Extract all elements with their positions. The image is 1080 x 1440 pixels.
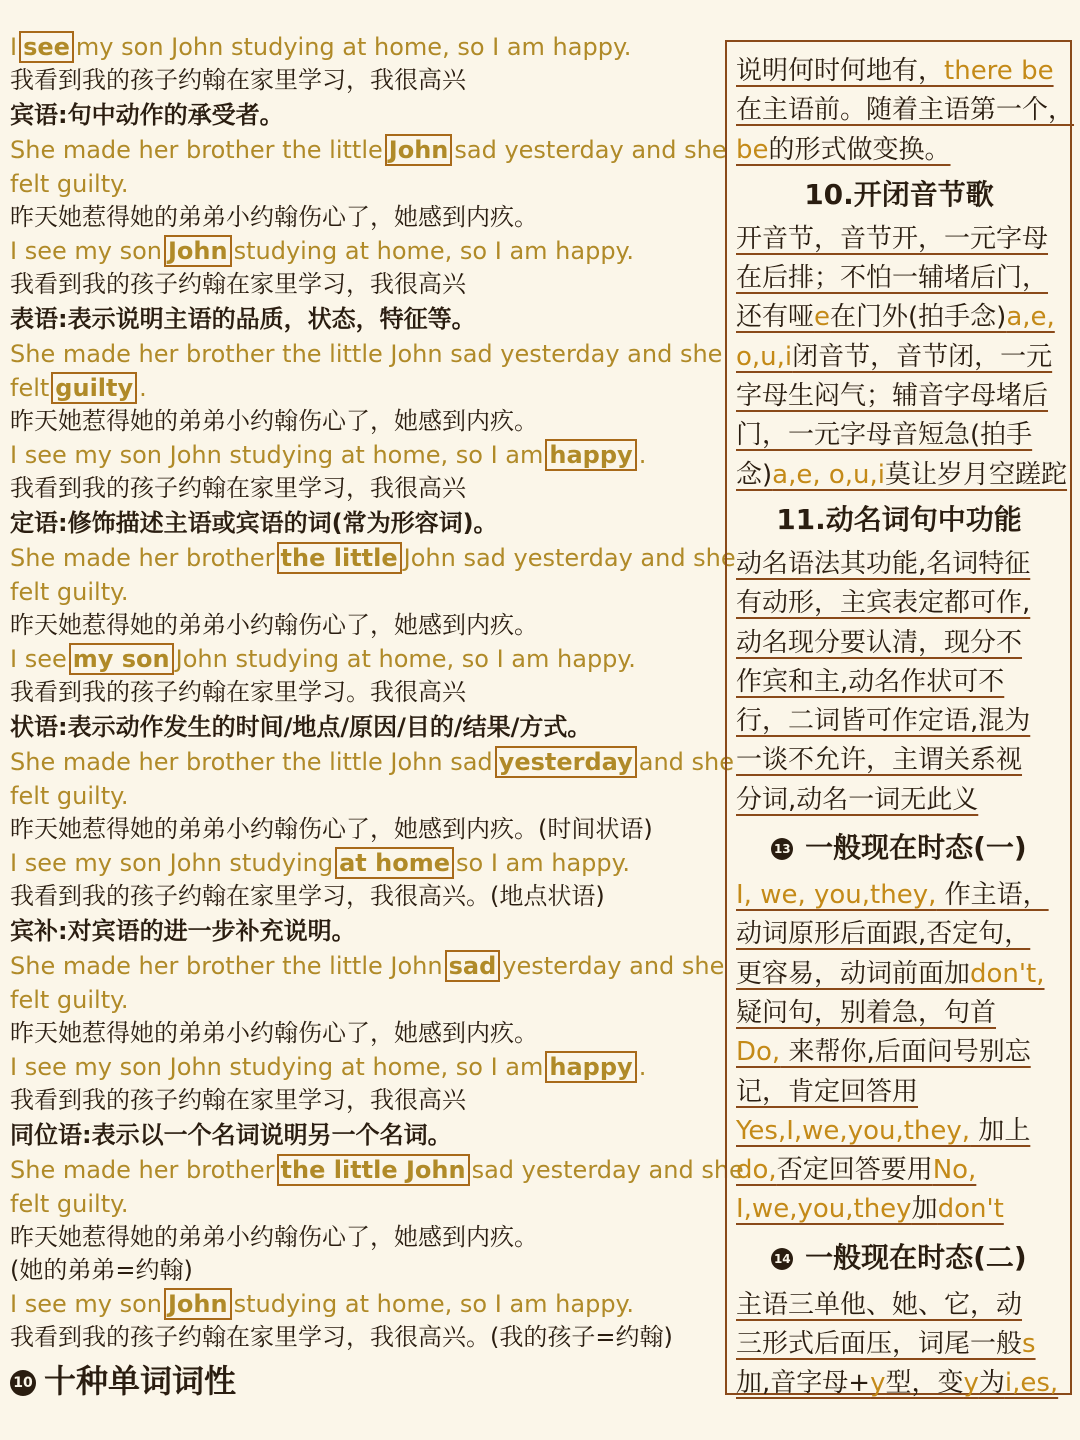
- translation: 昨天她惹得她的弟弟小约翰伤心了，她感到内疚。: [10, 407, 538, 435]
- rhyme-line: 还有哑e在门外(拍手念)a,e,: [736, 302, 1055, 333]
- grammar-heading: 同位语:表示以一个名词说明另一个名词。: [10, 1121, 452, 1149]
- grammar-heading: 状语:表示动作发生的时间/地点/原因/目的/结果/方式。: [10, 713, 592, 741]
- rhyme-line: 一谈不允许，主谓关系视: [736, 745, 1023, 776]
- grammar-heading: 表语:表示说明主语的品质，状态，特征等。: [10, 305, 476, 333]
- rhyme-line: 在主语前。随着主语第一个，: [736, 95, 1075, 126]
- highlighted-word: the little John: [277, 1154, 470, 1186]
- highlighted-word: sad: [445, 950, 501, 982]
- grammar-heading: 定语:修饰描述主语或宾语的词(常为形容词)。: [10, 509, 498, 537]
- grammar-heading: 宾语:句中动作的承受者。: [10, 101, 284, 129]
- example-sentence: I see my son John studying at home, so I am happy.: [10, 645, 636, 673]
- example-sentence: I see my son John studying at home, so I am happy .: [10, 1053, 647, 1081]
- translation: 我看到我的孩子约翰在家里学习，我很高兴: [10, 474, 466, 502]
- example-sentence: felt guilty.: [10, 782, 129, 810]
- translation: 昨天她惹得她的弟弟小约翰伤心了，她感到内疚。: [10, 203, 538, 231]
- rhyme-line: I,we,you,they加don't: [736, 1194, 1004, 1225]
- rhyme-line: 更容易，动词前面加don't,: [736, 958, 1045, 989]
- rhyme-line: 动名现分要认清，现分不: [736, 627, 1023, 658]
- rhyme-line: 记，肯定回答用: [736, 1076, 919, 1107]
- highlighted-word: guilty: [51, 372, 137, 404]
- rhyme-line: 分词,动名一词无此义: [736, 784, 979, 815]
- example-sentence: felt guilty.: [10, 1190, 129, 1218]
- rhyme-line: 动词原形后面跟,否定句，: [736, 919, 1031, 950]
- example-sentence: I see my son John studying at home, so I am happy.: [10, 237, 634, 265]
- rhyme-line: 加,音字母+y型，变y为i,es,: [736, 1368, 1059, 1399]
- rhyme-line: 行，二词皆可作定语,混为: [736, 706, 1031, 737]
- rhyme-line: I, we, you,they, 作主语，: [736, 880, 1049, 911]
- translation: 昨天她惹得她的弟弟小约翰伤心了，她感到内疚。: [10, 1223, 538, 1251]
- section-heading: 10.开闭音节歌: [804, 177, 994, 211]
- left-column: [10, 30, 744, 1404]
- example-sentence: She made her brother the little John sad yesterday and she: [10, 340, 723, 368]
- highlighted-word: John: [385, 134, 453, 166]
- translation: 我看到我的孩子约翰在家里学习，我很高兴: [10, 270, 466, 298]
- rhyme-line: 有动形，主宾表定都可作,: [736, 588, 1031, 619]
- example-sentence: I see my son John studying at home, so I am happy.: [10, 1290, 634, 1318]
- translation: 我看到我的孩子约翰在家里学习，我很高兴。(我的孩子=约翰): [10, 1323, 673, 1351]
- example-sentence: felt guilty.: [10, 986, 129, 1014]
- rhyme-line: 说明何时何地有，there be: [736, 56, 1054, 86]
- highlighted-word: happy: [545, 1051, 636, 1083]
- section-title: 10 十种单词词性: [10, 1358, 715, 1404]
- rhyme-line: 作宾和主,动名作状可不: [736, 666, 1005, 697]
- rhyme-line: 疑问句，别着急，句首: [736, 997, 997, 1028]
- example-sentence: I see my son John studying at home so I am happy.: [10, 849, 631, 877]
- grammar-heading: 宾补:对宾语的进一步补充说明。: [10, 917, 356, 945]
- right-column-box: [725, 40, 1075, 1399]
- rhyme-line: Do, 来帮你,后面问号别忘: [736, 1037, 1031, 1068]
- rhyme-line: Yes,I,we,you,they, 加上: [736, 1115, 1031, 1146]
- rhyme-line: 三形式后面压，词尾一般s: [736, 1329, 1036, 1360]
- rhyme-line: o,u,i闭音节，音节闭，一元: [736, 341, 1053, 372]
- example-sentence: I see my son John studying at home, so I am happy.: [10, 33, 632, 61]
- number-badge: 14: [771, 1248, 793, 1270]
- highlighted-word: yesterday: [495, 746, 637, 778]
- example-sentence: She made her brother the little John sad yesterday and she: [10, 1156, 744, 1184]
- section-heading: 11.动名词句中功能: [776, 502, 1022, 536]
- rhyme-line: 主语三单他、她、它，动: [736, 1289, 1023, 1320]
- highlighted-word: happy: [545, 439, 636, 471]
- section-heading: 14 一般现在时态(二): [736, 1230, 1062, 1286]
- rhyme-line: 在后排；不怕一辅堵后门，: [736, 263, 1049, 294]
- example-sentence: felt guilty.: [10, 170, 129, 198]
- example-sentence: She made her brother the little John sad yesterday and she: [10, 136, 727, 164]
- example-sentence: I see my son John studying at home, so I am happy .: [10, 441, 647, 469]
- rhyme-line: do,否定回答要用No,: [736, 1155, 977, 1186]
- translation: 昨天她惹得她的弟弟小约翰伤心了，她感到内疚。(时间状语): [10, 815, 653, 843]
- translation: 我看到我的孩子约翰在家里学习，我很高兴: [10, 66, 466, 94]
- rhyme-line: 门，一元字母音短急(拍手: [736, 420, 1033, 451]
- rhyme-line: 动名语法其功能,名词特征: [736, 548, 1031, 579]
- translation: (她的弟弟=约翰): [10, 1256, 193, 1284]
- rhyme-line: 开音节，音节开，一元字母: [736, 223, 1049, 254]
- translation: 我看到我的孩子约翰在家里学习，我很高兴: [10, 1086, 466, 1114]
- example-sentence: She made her brother the little John sad yesterday and she: [10, 748, 735, 776]
- rhyme-line: be的形式做变换。: [736, 134, 951, 165]
- highlighted-word: John: [164, 235, 232, 267]
- translation: 昨天她惹得她的弟弟小约翰伤心了，她感到内疚。: [10, 611, 538, 639]
- rhyme-line: 字母生闷气；辅音字母堵后: [736, 381, 1049, 412]
- example-sentence: felt guilty .: [10, 374, 147, 402]
- translation: 昨天她惹得她的弟弟小约翰伤心了，她感到内疚。: [10, 1019, 538, 1047]
- highlighted-word: John: [164, 1288, 232, 1320]
- highlighted-word: the little: [277, 542, 402, 574]
- highlighted-word: my son: [69, 643, 174, 675]
- translation: 我看到我的孩子约翰在家里学习，我很高兴。(地点状语): [10, 882, 605, 910]
- highlighted-word: see: [19, 31, 74, 63]
- example-sentence: She made her brother the little John sad yesterday and she: [10, 544, 736, 572]
- number-badge: 13: [771, 838, 793, 860]
- example-sentence: She made her brother the little John sad yesterday and she: [10, 952, 725, 980]
- example-sentence: felt guilty.: [10, 578, 129, 606]
- rhyme-line: 念)a,e, o,u,i莫让岁月空蹉跎: [736, 459, 1068, 490]
- number-badge: 10: [10, 1370, 36, 1396]
- translation: 我看到我的孩子约翰在家里学习。我很高兴: [10, 678, 466, 706]
- highlighted-word: at home: [335, 847, 454, 879]
- section-heading: 13 一般现在时态(一): [736, 820, 1062, 876]
